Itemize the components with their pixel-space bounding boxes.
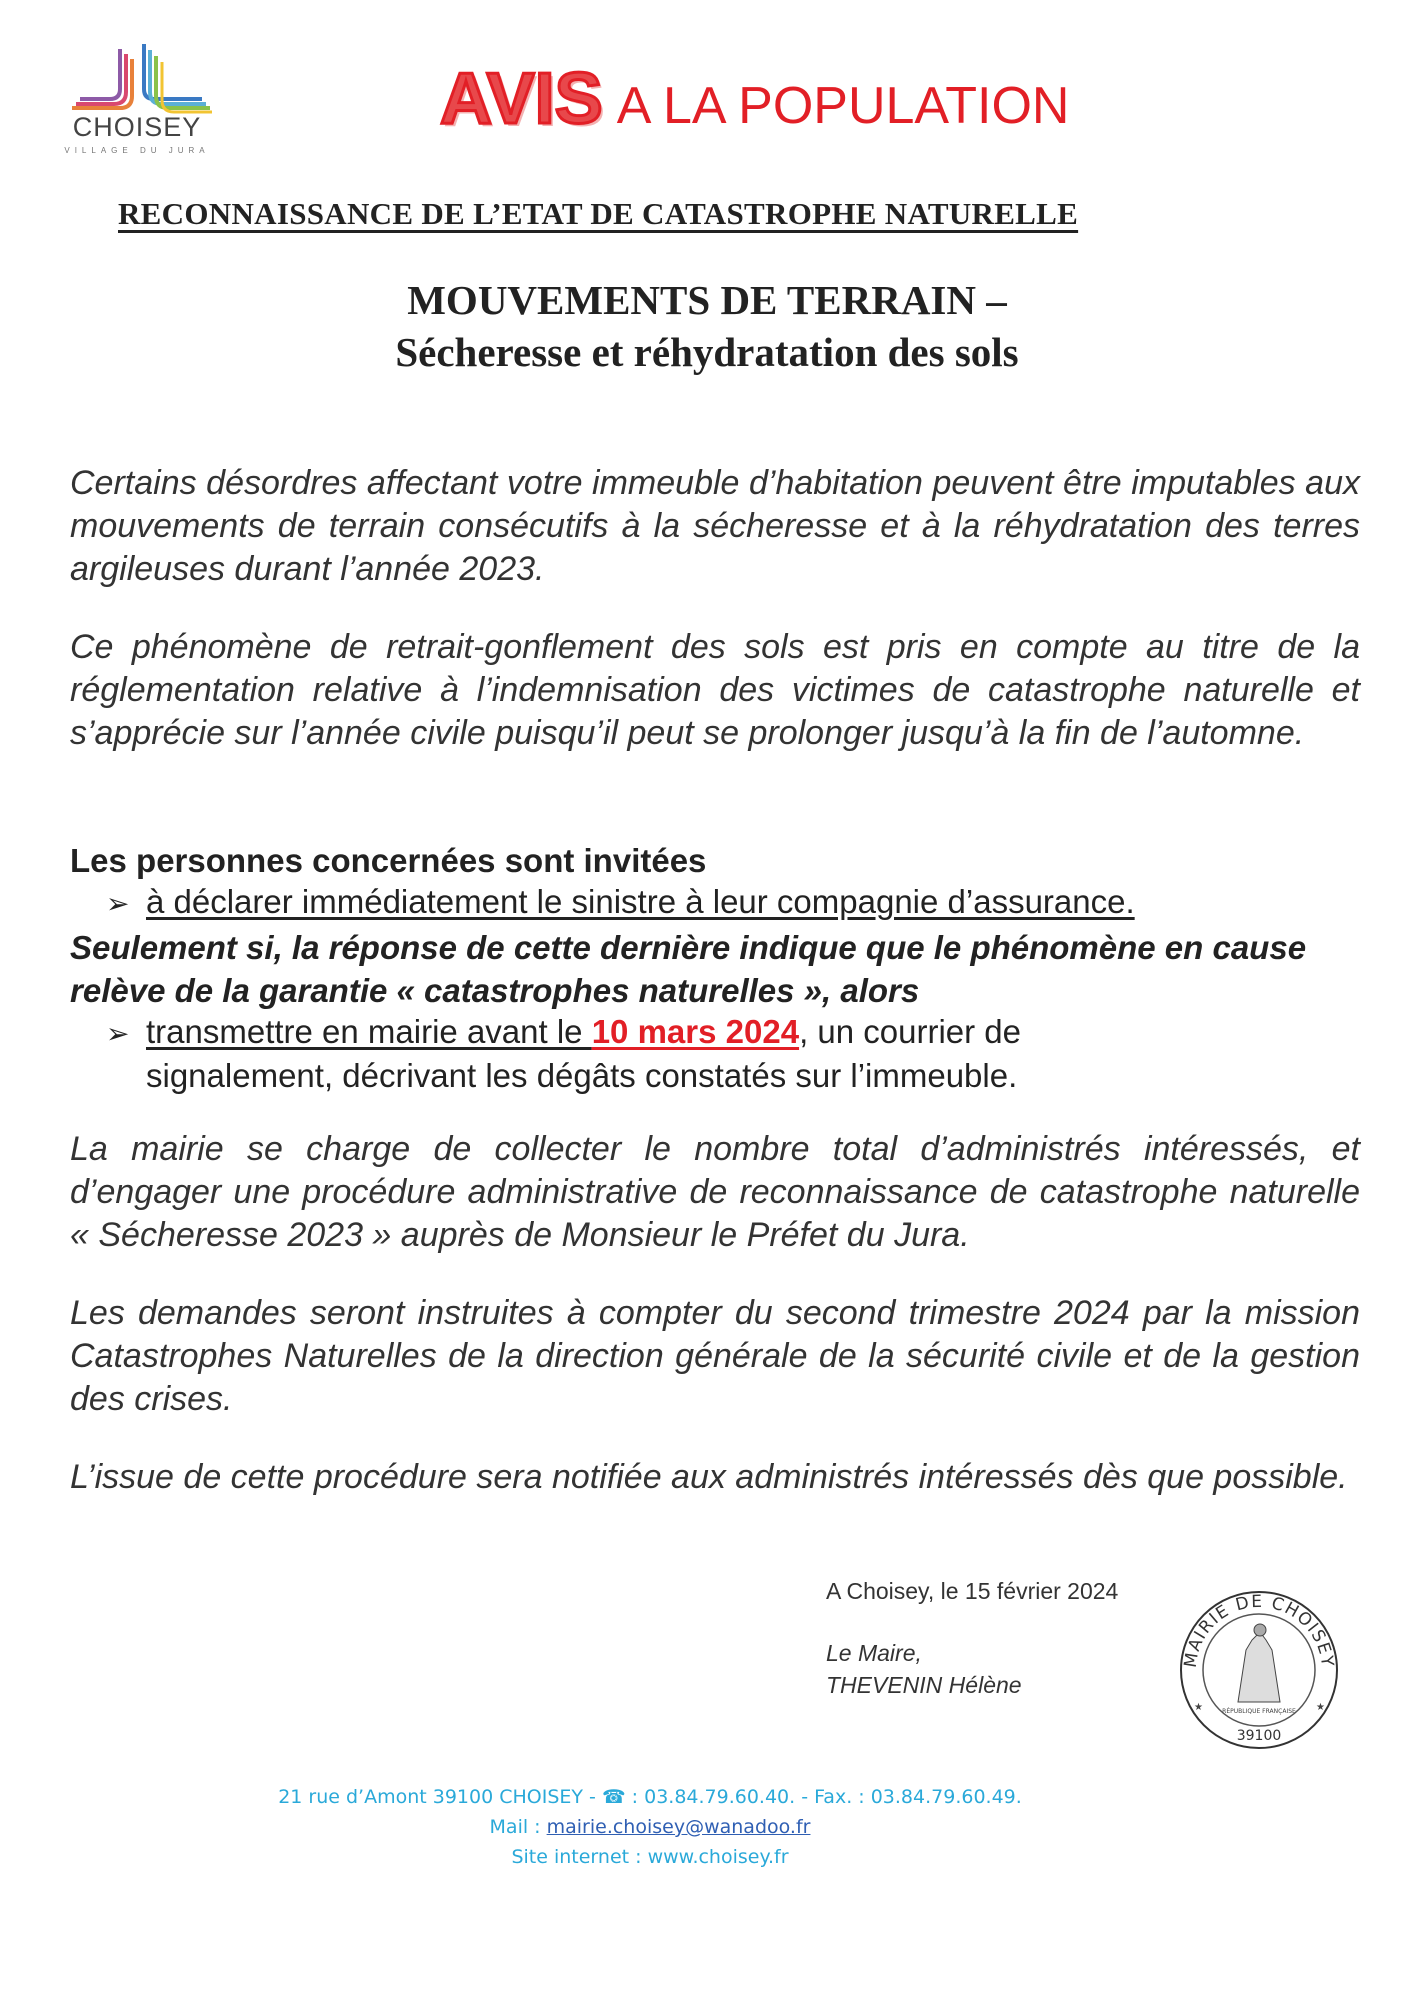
star-icon: ★ xyxy=(1316,1702,1325,1713)
bullet-declare xyxy=(106,880,1135,925)
paragraph-intro: Certains désordres affectant votre immeuble d’habitation peuvent être imputables aux mouvements de terrain consécutifs à la sécheresse et à la réhydratation des terres argileuses durant l’année 2023. xyxy=(70,464,1360,588)
stamp-postcode: 39100 xyxy=(1236,1728,1282,1744)
footer-phone: : 03.84.79.60.40. - Fax. : 03.84.79.60.49. xyxy=(625,1786,1022,1808)
paragraph-issue: L’issue de cette procédure sera notifiée aux administrés intéressés dès que possible. xyxy=(70,1458,1348,1496)
footer-mail-label: Mail : xyxy=(489,1816,547,1838)
arrow-bullet-icon: ➢ xyxy=(106,1018,130,1049)
footer-address-line xyxy=(0,1786,1300,1808)
star-icon: ★ xyxy=(1194,1702,1203,1713)
mairie-stamp xyxy=(1176,1580,1342,1760)
choisey-logo xyxy=(62,44,222,164)
invite-line: Les personnes concernées sont invitées xyxy=(70,842,707,879)
signature-name: THEVENIN Hélène xyxy=(826,1672,1022,1698)
arrow-bullet-icon: ➢ xyxy=(106,888,130,919)
phone-icon: ☎ xyxy=(601,1786,626,1808)
logo-lines-icon xyxy=(62,44,222,114)
subject-heading xyxy=(0,274,1414,378)
paragraph-procedure: La mairie se charge de collecter le nombre total d’administrés intéressés, et d’engager une procédure administrative de reconnaissance de catastrophe naturelle « Sécheresse 2023 » auprès de Monsieur le Préfet du Jura. xyxy=(70,1130,1360,1254)
bullet-declare-text: à déclarer immédiatement le sinistre à leur compagnie d’assurance. xyxy=(146,883,1135,920)
footer-mail-link[interactable]: mairie.choisey@wanadoo.fr xyxy=(546,1816,811,1838)
signature-role: Le Maire, xyxy=(826,1640,922,1666)
logo-tagline: VILLAGE DU JURA xyxy=(64,146,210,155)
section-heading: RECONNAISSANCE DE L’ETAT DE CATASTROPHE NATURELLE xyxy=(118,196,1079,231)
page-title xyxy=(440,58,1069,140)
bullet-transmit-line2: signalement, décrivant les dégâts constatés sur l’immeuble. xyxy=(146,1057,1018,1094)
footer-address: 21 rue d’Amont 39100 CHOISEY - xyxy=(278,1786,602,1808)
population-label: A LA POPULATION xyxy=(616,77,1070,135)
bullet-transmit xyxy=(106,1010,1021,1055)
subject-heading-line2: Sécheresse et réhydratation des sols xyxy=(395,329,1019,375)
bullet-transmit-after: , un courrier de xyxy=(799,1013,1022,1050)
subject-heading-line1: MOUVEMENTS DE TERRAIN – xyxy=(407,277,1007,323)
footer-site[interactable]: Site internet : www.choisey.fr xyxy=(511,1846,789,1868)
condition-paragraph: Seulement si, la réponse de cette dernière indique que le phénomène en cause relève de la garantie « catastrophes naturelles », alors xyxy=(70,929,1307,1009)
signature-place-date: A Choisey, le 15 février 2024 xyxy=(826,1578,1119,1604)
paragraph-instruction: Les demandes seront instruites à compter du second trimestre 2024 par la mission Catastrophes Naturelles de la direction générale de la sécurité civile et de la gestion des crises. xyxy=(70,1294,1360,1418)
stamp-text: MAIRIE DE CHOISEY xyxy=(1180,1591,1338,1669)
stamp-republic: RÉPUBLIQUE FRANÇAISE xyxy=(1222,1708,1296,1715)
bullet-transmit-text: transmettre en mairie avant le xyxy=(146,1013,592,1050)
paragraph-phenomenon: Ce phénomène de retrait-gonflement des sols est pris en compte au titre de la réglementation relative à l’indemnisation des victimes de catastrophe naturelle et s’apprécie sur l’année civile puisqu’il peut se prolonger jusqu’à la fin de l’automne. xyxy=(70,628,1360,752)
footer-mail-line xyxy=(0,1816,1300,1838)
avis-label: AVIS xyxy=(440,59,603,139)
logo-name: CHOISEY xyxy=(72,112,202,142)
deadline-date: 10 mars 2024 xyxy=(591,1013,800,1050)
